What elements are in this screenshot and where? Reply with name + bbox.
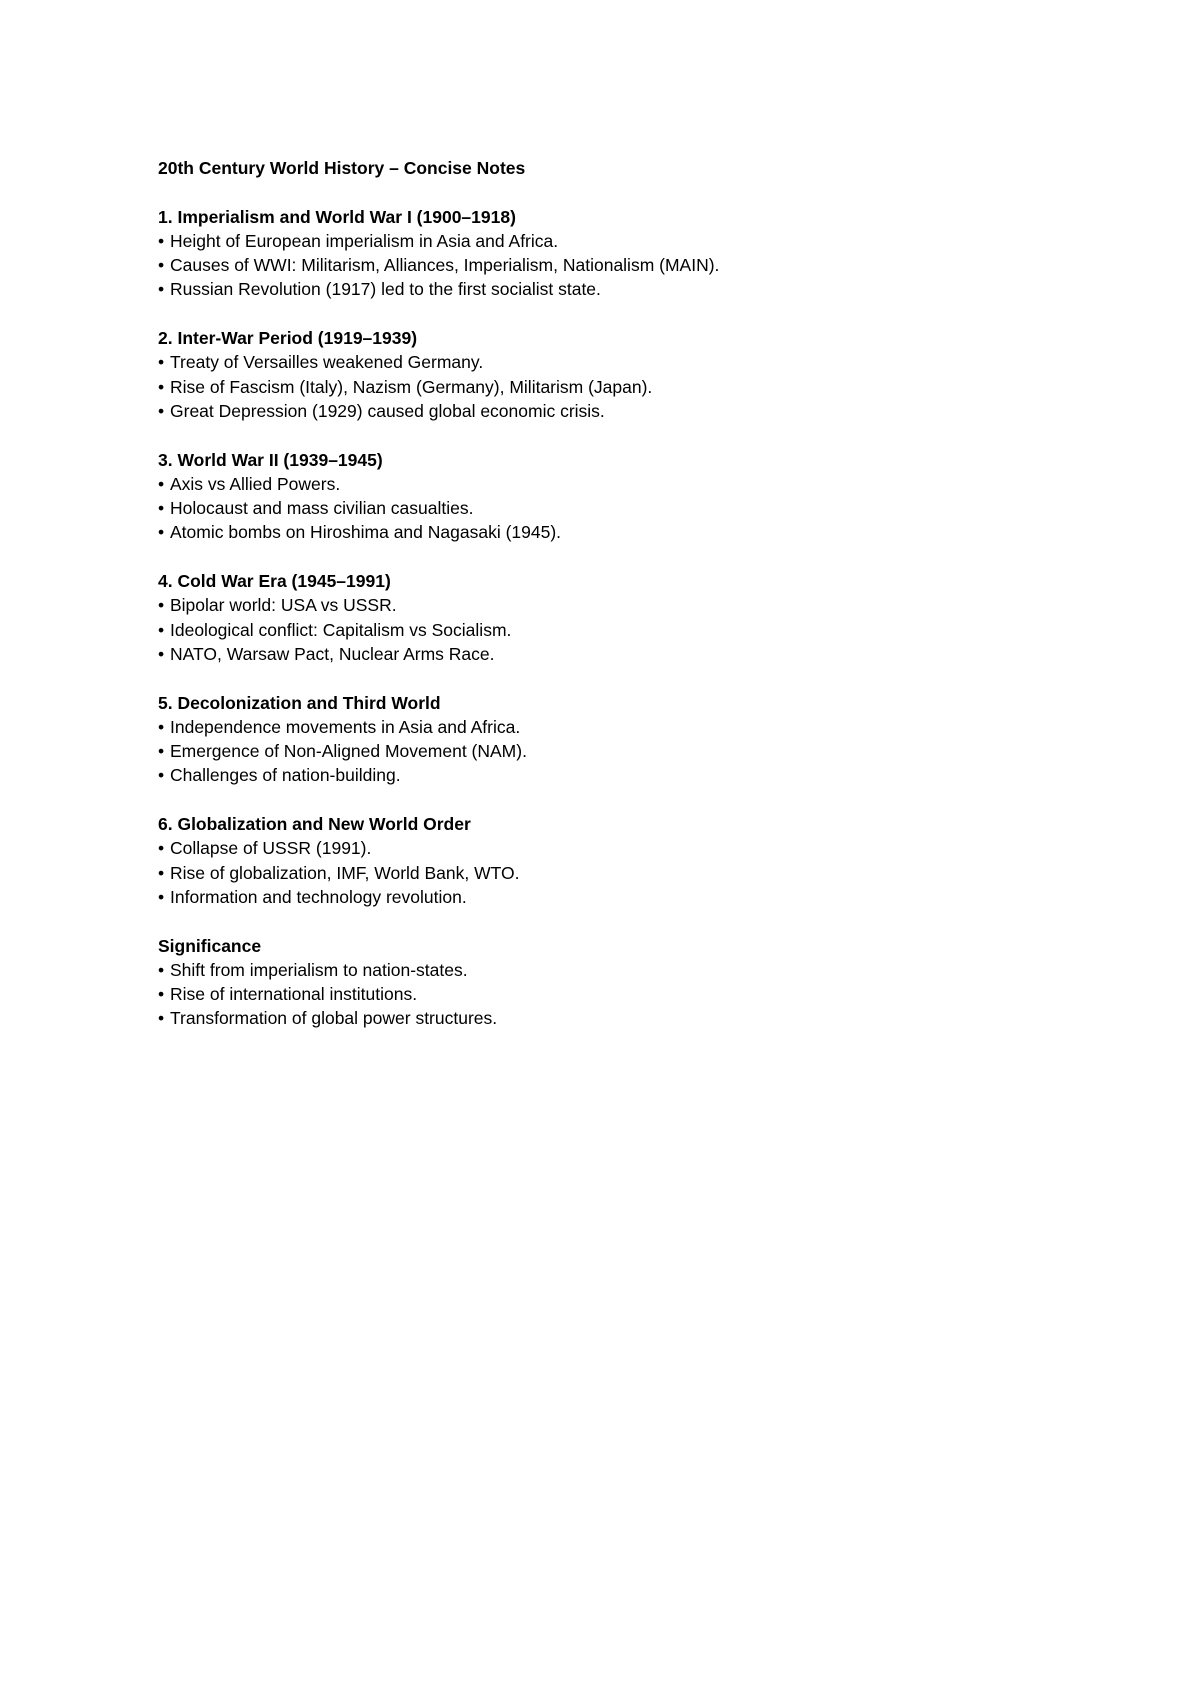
section-wwii xyxy=(158,448,1118,545)
list-item xyxy=(158,618,1118,642)
section-heading: Significance xyxy=(158,935,262,956)
list-item xyxy=(158,715,1118,739)
bullet-icon: • xyxy=(158,886,165,907)
list-item xyxy=(158,836,1118,860)
bullet-icon: • xyxy=(158,741,165,762)
list-item-text: Atomic bombs on Hiroshima and Nagasaki (1945). xyxy=(170,522,562,543)
list-item xyxy=(158,763,1118,787)
section-heading: 6. Globalization and New World Order xyxy=(158,814,471,835)
bullet-list xyxy=(158,715,1118,788)
list-item-text: Bipolar world: USA vs USSR. xyxy=(170,595,397,616)
bullet-icon: • xyxy=(158,255,165,276)
list-item-text: Rise of international institutions. xyxy=(170,984,418,1005)
bullet-icon: • xyxy=(158,643,165,664)
list-item-text: Shift from imperialism to nation-states. xyxy=(170,959,468,980)
bullet-icon: • xyxy=(158,838,165,859)
list-item xyxy=(158,593,1118,617)
bullet-icon: • xyxy=(158,400,165,421)
list-item xyxy=(158,277,1118,301)
list-item-text: Causes of WWI: Militarism, Alliances, Imperialism, Nationalism (MAIN). xyxy=(170,255,720,276)
list-item-text: Rise of Fascism (Italy), Nazism (Germany), Militarism (Japan). xyxy=(170,376,653,397)
list-item-text: Ideological conflict: Capitalism vs Socialism. xyxy=(170,619,512,640)
bullet-icon: • xyxy=(158,473,165,494)
bullet-icon: • xyxy=(158,984,165,1005)
section-heading: 2. Inter-War Period (1919–1939) xyxy=(158,328,418,349)
list-item-text: Russian Revolution (1917) led to the first socialist state. xyxy=(170,279,601,300)
bullet-list xyxy=(158,472,1118,545)
list-item-text: Challenges of nation-building. xyxy=(170,765,401,786)
bullet-icon: • xyxy=(158,230,165,251)
list-item xyxy=(158,861,1118,885)
list-item xyxy=(158,642,1118,666)
list-item-text: Transformation of global power structures. xyxy=(170,1008,498,1029)
section-globalization xyxy=(158,812,1118,909)
bullet-icon: • xyxy=(158,862,165,883)
list-item xyxy=(158,350,1118,374)
section-cold-war xyxy=(158,569,1118,666)
list-item-text: NATO, Warsaw Pact, Nuclear Arms Race. xyxy=(170,643,495,664)
list-item xyxy=(158,229,1118,253)
bullet-icon: • xyxy=(158,279,165,300)
bullet-icon: • xyxy=(158,1008,165,1029)
list-item-text: Holocaust and mass civilian casualties. xyxy=(170,498,474,519)
bullet-icon: • xyxy=(158,595,165,616)
bullet-icon: • xyxy=(158,619,165,640)
list-item xyxy=(158,375,1118,399)
bullet-icon: • xyxy=(158,959,165,980)
list-item-text: Rise of globalization, IMF, World Bank, WTO. xyxy=(170,862,520,883)
list-item xyxy=(158,399,1118,423)
list-item xyxy=(158,253,1118,277)
list-item xyxy=(158,520,1118,544)
section-heading: 4. Cold War Era (1945–1991) xyxy=(158,571,391,592)
section-heading: 3. World War II (1939–1945) xyxy=(158,449,383,470)
bullet-list xyxy=(158,350,1118,423)
bullet-icon: • xyxy=(158,498,165,519)
bullet-icon: • xyxy=(158,522,165,543)
list-item-text: Independence movements in Asia and Africa. xyxy=(170,716,521,737)
bullet-list xyxy=(158,593,1118,666)
section-decolonization xyxy=(158,691,1118,788)
list-item-text: Information and technology revolution. xyxy=(170,886,467,907)
list-item xyxy=(158,982,1118,1006)
bullet-icon: • xyxy=(158,716,165,737)
bullet-list xyxy=(158,229,1118,302)
list-item xyxy=(158,958,1118,982)
section-imperialism-wwi xyxy=(158,205,1118,302)
list-item-text: Axis vs Allied Powers. xyxy=(170,473,341,494)
bullet-icon: • xyxy=(158,765,165,786)
list-item xyxy=(158,496,1118,520)
list-item-text: Emergence of Non-Aligned Movement (NAM). xyxy=(170,741,527,762)
section-heading: 5. Decolonization and Third World xyxy=(158,692,441,713)
section-heading: 1. Imperialism and World War I (1900–1918) xyxy=(158,206,516,227)
document-page xyxy=(158,156,1118,1031)
section-inter-war xyxy=(158,326,1118,423)
bullet-icon: • xyxy=(158,376,165,397)
bullet-icon: • xyxy=(158,352,165,373)
list-item-text: Treaty of Versailles weakened Germany. xyxy=(170,352,484,373)
list-item-text: Collapse of USSR (1991). xyxy=(170,838,372,859)
list-item-text: Height of European imperialism in Asia and Africa. xyxy=(170,230,559,251)
list-item xyxy=(158,1006,1118,1030)
list-item xyxy=(158,885,1118,909)
bullet-list xyxy=(158,958,1118,1031)
section-significance xyxy=(158,934,1118,1031)
document-title: 20th Century World History – Concise Notes xyxy=(158,158,526,178)
list-item xyxy=(158,739,1118,763)
list-item-text: Great Depression (1929) caused global economic crisis. xyxy=(170,400,605,421)
list-item xyxy=(158,472,1118,496)
bullet-list xyxy=(158,836,1118,909)
